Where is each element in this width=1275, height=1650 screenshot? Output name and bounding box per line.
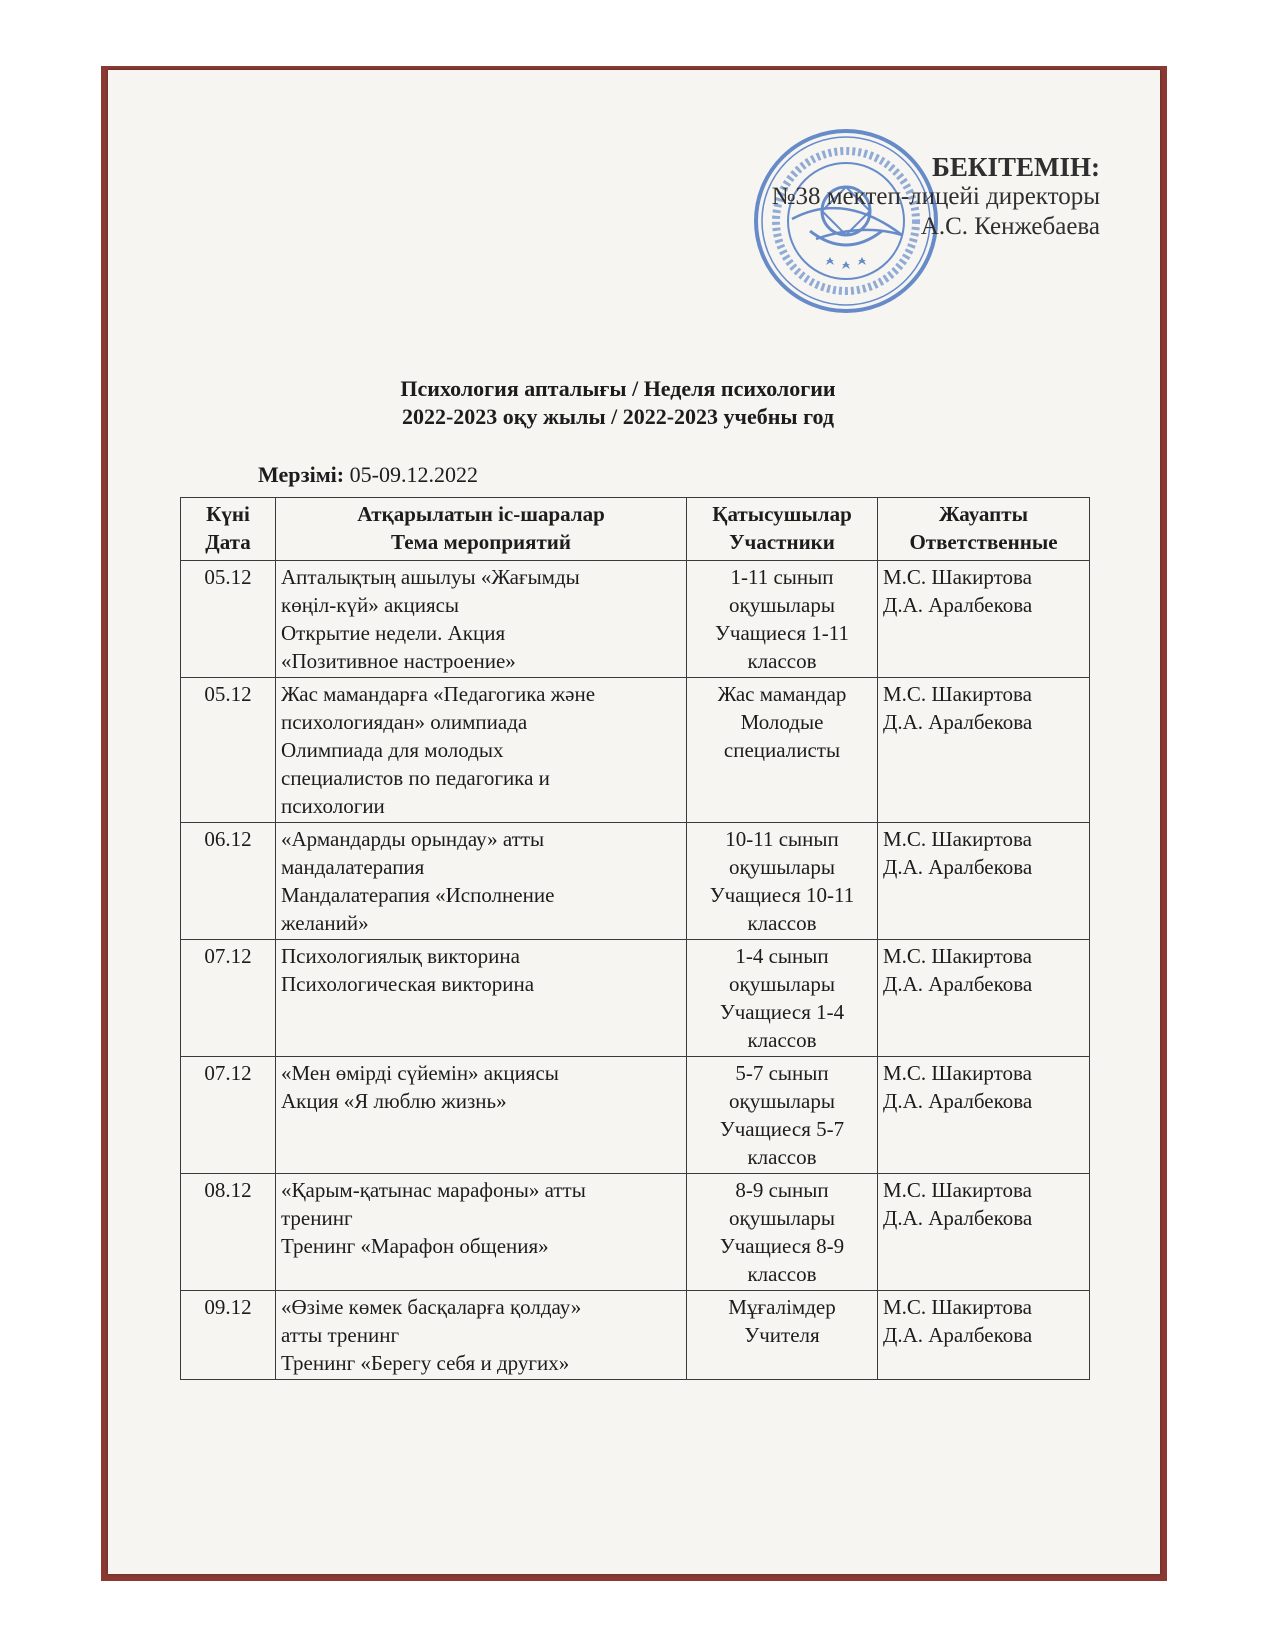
period-value: 05-09.12.2022 (349, 462, 478, 487)
cell-participants-line: Учащиеся 5-7 (719, 1117, 845, 1141)
cell-event (276, 1174, 687, 1291)
header-responsible (878, 498, 1090, 561)
header-event-ru: Тема мероприятий (391, 530, 571, 554)
cell-event-line: Психологиялық викторина (281, 944, 520, 968)
cell-event-line: психологиядан» олимпиада (281, 710, 528, 734)
cell-participants-line: Учащиеся 10-11 (709, 883, 855, 907)
cell-participants (687, 561, 878, 678)
events-table (180, 497, 1090, 1380)
cell-event-line: көңіл-күй» акциясы (281, 593, 460, 617)
cell-event-line: Акция «Я люблю жизнь» (281, 1089, 507, 1113)
cell-responsible-line: М.С. Шакиртова (883, 1295, 1032, 1319)
header-participants-kk: Қатысушылар (712, 502, 852, 526)
cell-event-line: Апталықтың ашылуы «Жағымды (281, 565, 580, 589)
cell-date: 05.12 (181, 678, 276, 823)
cell-participants-line: специалисты (723, 738, 841, 762)
period (258, 462, 478, 488)
cell-responsible-line: Д.А. Аралбекова (883, 1206, 1033, 1230)
header-responsible-kk: Жауапты (939, 502, 1028, 526)
cell-date: 05.12 (181, 561, 276, 678)
cell-participants-line: классов (747, 911, 817, 935)
cell-responsible (878, 823, 1090, 940)
cell-event (276, 823, 687, 940)
table-row (181, 823, 1090, 940)
cell-participants-line: Учителя (744, 1323, 820, 1347)
cell-participants (687, 1057, 878, 1174)
cell-event-line: Открытие недели. Акция (281, 621, 506, 645)
header-participants-ru: Участники (729, 530, 835, 554)
cell-event (276, 1291, 687, 1380)
cell-responsible-line: М.С. Шакиртова (883, 827, 1032, 851)
cell-participants (687, 1291, 878, 1380)
period-label: Мерзімі: (258, 462, 345, 487)
cell-event-line: атты тренинг (281, 1323, 400, 1347)
header-date (181, 498, 276, 561)
cell-event-line: Мандалатерапия «Исполнение (281, 883, 555, 907)
cell-participants (687, 823, 878, 940)
cell-responsible-line: Д.А. Аралбекова (883, 593, 1033, 617)
cell-participants (687, 678, 878, 823)
cell-event-line: мандалатерапия (281, 855, 425, 879)
cell-participants-line: 1-4 сынып (735, 944, 829, 968)
cell-responsible-line: Д.А. Аралбекова (883, 972, 1033, 996)
cell-responsible (878, 561, 1090, 678)
table-row (181, 1057, 1090, 1174)
cell-participants-line: Мұғалімдер (728, 1295, 836, 1319)
cell-responsible-line: М.С. Шакиртова (883, 565, 1032, 589)
cell-participants-line: оқушылары (729, 1206, 835, 1230)
cell-participants-line: Молодые (740, 710, 824, 734)
approval-position: №38 мектеп-лицейі директоры (771, 183, 1100, 210)
cell-event-line: желаний» (281, 911, 369, 935)
cell-participants (687, 940, 878, 1057)
cell-date: 06.12 (181, 823, 276, 940)
cell-participants-line: оқушылары (729, 855, 835, 879)
document-title (300, 375, 936, 431)
cell-event-line: Жас мамандарға «Педагогика және (281, 682, 596, 706)
cell-participants-line: оқушылары (729, 1089, 835, 1113)
cell-responsible (878, 1057, 1090, 1174)
cell-event (276, 561, 687, 678)
cell-event (276, 940, 687, 1057)
cell-event-line: «Қарым-қатынас марафоны» атты (281, 1178, 586, 1202)
cell-event-line: психологии (281, 794, 385, 818)
cell-event-line: Тренинг «Марафон общения» (281, 1234, 549, 1258)
cell-participants-line: Учащиеся 1-11 (715, 621, 849, 645)
table-row (181, 1174, 1090, 1291)
table-row (181, 678, 1090, 823)
cell-responsible-line: Д.А. Аралбекова (883, 855, 1033, 879)
cell-event (276, 678, 687, 823)
cell-responsible-line: Д.А. Аралбекова (883, 1089, 1033, 1113)
cell-participants-line: классов (747, 1145, 817, 1169)
table-row (181, 940, 1090, 1057)
cell-event-line: тренинг (281, 1206, 353, 1230)
cell-responsible (878, 1174, 1090, 1291)
cell-event-line: «Армандарды орындау» атты (281, 827, 545, 851)
cell-participants-line: 8-9 сынып (735, 1178, 829, 1202)
table-row (181, 561, 1090, 678)
title-line-2: 2022-2023 оқу жылы / 2022-2023 учебны год (401, 404, 835, 429)
cell-event-line: «Позитивное настроение» (281, 649, 516, 673)
cell-participants-line: оқушылары (729, 972, 835, 996)
title-line-1: Психология апталығы / Неделя психологии (400, 376, 836, 401)
cell-participants-line: Учащиеся 1-4 (719, 1000, 845, 1024)
cell-responsible-line: М.С. Шакиртова (883, 1061, 1032, 1085)
cell-responsible-line: М.С. Шакиртова (883, 682, 1032, 706)
cell-event-line: Психологическая викторина (281, 972, 535, 996)
header-date-ru: Дата (205, 530, 251, 554)
cell-event (276, 1057, 687, 1174)
cell-event-line: Тренинг «Берегу себя и других» (281, 1351, 570, 1375)
cell-participants-line: классов (747, 1262, 817, 1286)
cell-date: 09.12 (181, 1291, 276, 1380)
cell-event-line: «Өзіме көмек басқаларға қолдау» (281, 1295, 582, 1319)
approval-heading: БЕКІТЕМІН: (932, 152, 1100, 182)
header-event-kk: Атқарылатын іс-шаралар (357, 502, 605, 526)
cell-responsible-line: М.С. Шакиртова (883, 944, 1032, 968)
header-event (276, 498, 687, 561)
cell-date: 08.12 (181, 1174, 276, 1291)
cell-participants (687, 1174, 878, 1291)
cell-responsible (878, 940, 1090, 1057)
cell-participants-line: Учащиеся 8-9 (719, 1234, 845, 1258)
cell-participants-line: Жас мамандар (717, 682, 847, 706)
cell-event-line: «Мен өмірді сүйемін» акциясы (281, 1061, 559, 1085)
cell-participants-line: 5-7 сынып (735, 1061, 829, 1085)
cell-responsible-line: Д.А. Аралбекова (883, 1323, 1033, 1347)
approval-signatory: А.С. Кенжебаева (920, 213, 1100, 240)
table-header-row (181, 498, 1090, 561)
table-row (181, 1291, 1090, 1380)
header-date-kk: Күні (206, 502, 250, 526)
cell-event-line: Олимпиада для молодых (281, 738, 504, 762)
cell-responsible (878, 678, 1090, 823)
cell-participants-line: 1-11 сынып (730, 565, 834, 589)
cell-participants-line: 10-11 сынып (725, 827, 839, 851)
cell-responsible-line: Д.А. Аралбекова (883, 710, 1033, 734)
approval-block (740, 152, 1100, 242)
cell-participants-line: оқушылары (729, 593, 835, 617)
header-participants (687, 498, 878, 561)
cell-event-line: специалистов по педагогика и (281, 766, 550, 790)
cell-participants-line: классов (747, 649, 817, 673)
cell-participants-line: классов (747, 1028, 817, 1052)
header-responsible-ru: Ответственные (909, 530, 1058, 554)
cell-responsible-line: М.С. Шакиртова (883, 1178, 1032, 1202)
cell-date: 07.12 (181, 940, 276, 1057)
cell-date: 07.12 (181, 1057, 276, 1174)
cell-responsible (878, 1291, 1090, 1380)
